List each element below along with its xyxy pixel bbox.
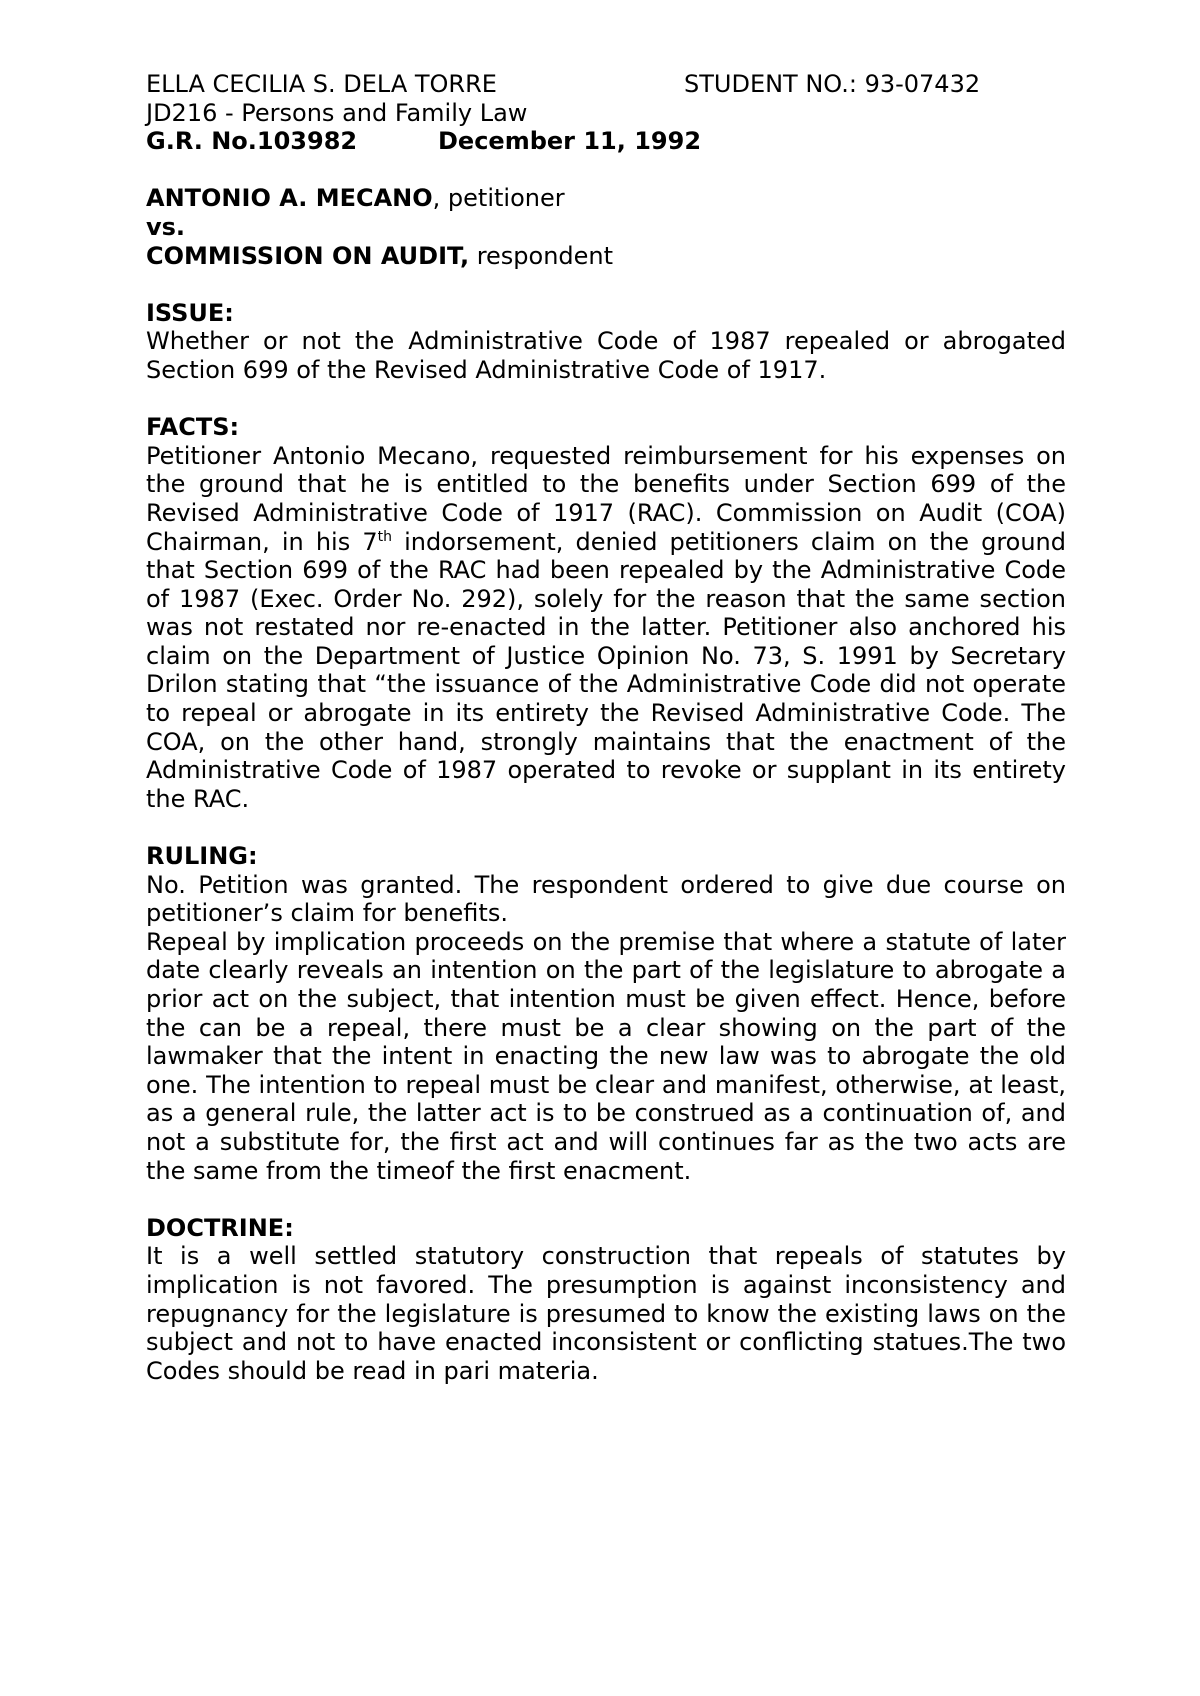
decision-date: December 11, 1992 (438, 127, 702, 156)
ruling-heading: RULING: (146, 842, 258, 871)
header-name-row (146, 70, 1066, 99)
facts-text (146, 442, 1066, 814)
ordinal-suffix: th (377, 528, 392, 545)
ruling-paragraph-2: Repeal by implication proceeds on the premise that where a statute of later date clearly reveals an intention on the part of the legislature to abrogate a prior act on the subject, that intention must be given effect. Hence, before the can be a repeal, there must be a clear showing on the part of the lawmaker that the intent in enacting the new law was to abrogate the old one. The intention to repeal must be clear and manifest, otherwise, at least, as a general rule, the latter act is to be construed as a continuation of, and not a substitute for, the first act and will continues far as the two acts are the same from the timeof the first enacment. (146, 927, 1066, 1185)
petitioner-name: ANTONIO A. MECANO (146, 184, 433, 213)
doctrine-text: It is a well settled statutory construction that repeals of statutes by implication is not favored. The presumption is against inconsistency and repugnancy for the legislature is presumed to know the existing laws on the subject and not to have enacted inconsistent or conflicting statues.The two Codes should be read in pari materia. (146, 1242, 1066, 1385)
gr-number: G.R. No.103982 (146, 127, 358, 156)
document-page (146, 70, 1066, 1385)
respondent-line (146, 242, 1066, 271)
facts-text-part-1: Petitioner Antonio Mecano, requested reimbursement for his expenses on the ground that he is entitled to the benefits under Section 699 of the Revised Administrative Code of 1917 (RAC). Commission on Audit (COA) Chairman, in his 7 (146, 441, 1066, 556)
ruling-paragraph-1: No. Petition was granted. The respondent ordered to give due course on petitioner’s claim for benefits. (146, 870, 1066, 928)
respondent-role: respondent (469, 241, 614, 270)
case-reference-row (146, 127, 1066, 156)
issue-text: Whether or not the Administrative Code of 1987 repealed or abrogated Section 699 of the Revised Administrative Code of 1917. (146, 327, 1066, 384)
student-number: STUDENT NO.: 93-07432 (684, 70, 981, 98)
facts-heading: FACTS: (146, 413, 240, 442)
doctrine-heading: DOCTRINE: (146, 1213, 294, 1242)
student-name: ELLA CECILIA S. DELA TORRE (146, 70, 497, 98)
petitioner-role: , petitioner (432, 184, 565, 213)
issue-heading: ISSUE: (146, 298, 234, 327)
course-title: JD216 - Persons and Family Law (146, 98, 528, 127)
versus: vs. (146, 212, 186, 241)
respondent-name: COMMISSION ON AUDIT, (146, 241, 470, 270)
petitioner-line (146, 184, 1066, 213)
facts-text-part-2: indorsement, denied petitioners claim on the ground that Section 699 of the RAC had been repealed by the Administrative Code of 1987 (Exec. Order No. 292), solely for the reason that the same section was not restated nor re-enacted in the latter. Petitioner also anchored his claim on the Department of Justice Opinion No. 73, S. 1991 by Secretary Drilon stating that “the issuance of the Administrative Code did not operate to repeal or abrogate in its entirety the Revised Administrative Code. The COA, on the other hand, strongly maintains that the enactment of the Administrative Code of 1987 operated to revoke or supplant in its entirety the RAC. (146, 527, 1067, 813)
